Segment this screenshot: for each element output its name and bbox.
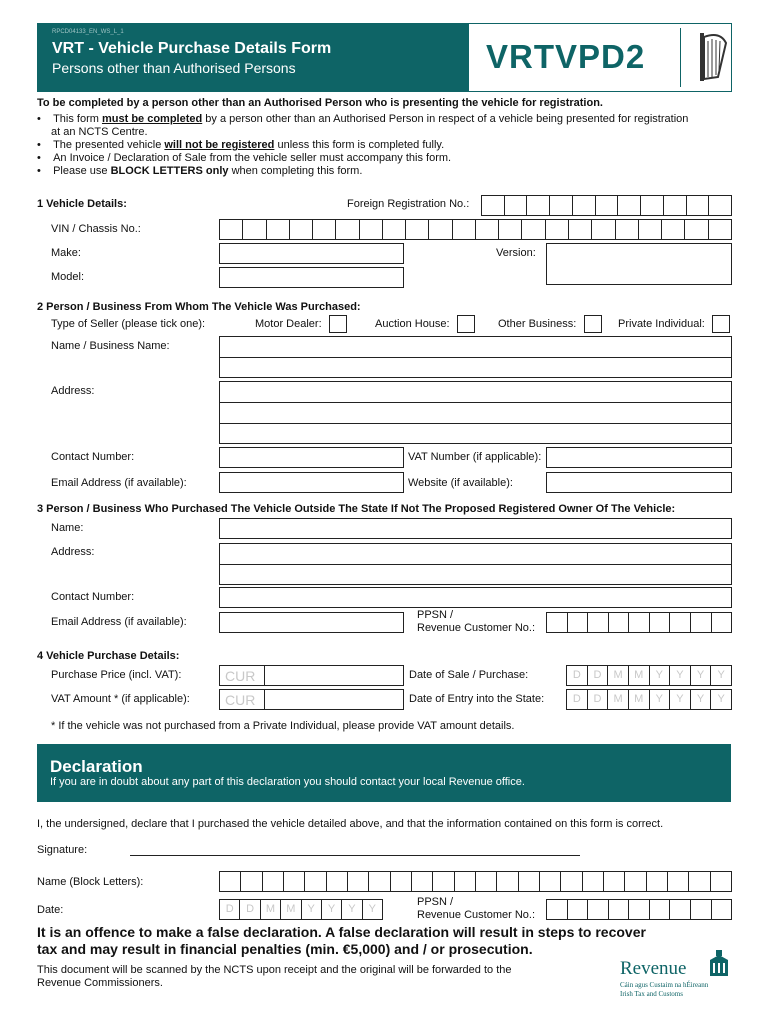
char-cell[interactable] (326, 872, 347, 891)
buyer-name-label: Name: (51, 522, 84, 534)
signature-line[interactable] (130, 855, 580, 856)
bullet-dot: • (37, 152, 54, 164)
date-sale-label: Date of Sale / Purchase: (409, 669, 529, 681)
char-cell[interactable] (711, 613, 732, 632)
char-cell[interactable] (615, 220, 638, 239)
char-cell[interactable] (667, 872, 688, 891)
b4-em: BLOCK LETTERS only (110, 165, 229, 177)
char-cell[interactable] (518, 872, 539, 891)
date-cell[interactable]: D (572, 693, 581, 705)
char-cell[interactable] (617, 196, 640, 215)
decl-ppsn-input[interactable] (546, 899, 732, 920)
char-cell[interactable] (498, 220, 521, 239)
decl-ppsn-label-2: Revenue Customer No.: (417, 909, 535, 921)
seller-address-input[interactable] (219, 381, 732, 444)
declaration-title: Declaration (50, 757, 143, 776)
seller-contact-label: Contact Number: (51, 451, 135, 463)
date-cell[interactable]: Y (690, 690, 711, 709)
char-cell[interactable] (663, 196, 686, 215)
char-cell[interactable] (603, 872, 624, 891)
form-code: RPCD04133_EN_WS_L_1 (52, 29, 124, 35)
make-label: Make: (51, 247, 81, 259)
other-business-label: Other Business: (498, 318, 577, 330)
char-cell[interactable] (684, 220, 707, 239)
char-cell[interactable] (452, 220, 475, 239)
date-cell[interactable]: M (260, 900, 280, 919)
date-cell[interactable]: M (607, 666, 628, 685)
char-cell[interactable] (304, 872, 325, 891)
vin-label: VIN / Chassis No.: (51, 223, 141, 235)
date-cell[interactable]: Y (710, 690, 731, 709)
date-entry-label: Date of Entry into the State: (409, 693, 545, 705)
bullet-2 (37, 139, 444, 152)
char-cell[interactable] (646, 872, 667, 891)
char-cell[interactable] (595, 196, 618, 215)
seller-email-input[interactable] (219, 472, 404, 493)
input-divider (219, 402, 732, 403)
name-block-label: Name (Block Letters): (37, 876, 144, 888)
char-cell[interactable] (368, 872, 389, 891)
char-cell[interactable] (390, 872, 411, 891)
intro-heading: To be completed by a person other than an Authorised Person who is presenting the vehicle for registration. (37, 97, 603, 109)
revenue-irish: Cáin agus Custaim na hÉireann (620, 981, 709, 989)
date-cell[interactable]: D (587, 690, 608, 709)
bullet-4 (37, 165, 362, 178)
b2-pre: The presented vehicle (53, 139, 165, 151)
decl-ppsn-label-1: PPSN / (417, 896, 454, 908)
date-cell[interactable]: M (607, 690, 628, 709)
auction-house-label: Auction House: (375, 318, 450, 330)
form-id: VRTVPD2 (486, 38, 646, 75)
auction-house-checkbox[interactable] (457, 315, 475, 333)
date-cell[interactable]: D (239, 900, 259, 919)
char-cell[interactable] (283, 872, 304, 891)
char-cell[interactable] (266, 220, 289, 239)
private-individual-checkbox[interactable] (712, 315, 730, 333)
char-cell[interactable] (638, 220, 661, 239)
buyer-ppsn-input[interactable] (546, 612, 732, 633)
form-subtitle: Persons other than Authorised Persons (52, 60, 296, 76)
char-cell[interactable] (587, 900, 608, 919)
char-cell[interactable] (428, 220, 451, 239)
warning-line-2: tax and may result in financial penalties (min. €5,000) and / or prosecution. (37, 941, 533, 957)
date-cell[interactable]: Y (301, 900, 321, 919)
date-cell[interactable]: Y (649, 690, 670, 709)
declaration-date-input[interactable] (219, 899, 383, 920)
buyer-address-label: Address: (51, 546, 95, 558)
bullet-1 (37, 113, 688, 126)
buyer-contact-input[interactable] (219, 587, 732, 608)
footer-line-1: This document will be scanned by the NCTS upon receipt and the original will be forwarded to the (37, 964, 512, 976)
vin-input[interactable] (219, 219, 732, 240)
char-cell[interactable] (690, 900, 711, 919)
char-cell[interactable] (335, 220, 358, 239)
buyer-ppsn-label-2: Revenue Customer No.: (417, 622, 535, 634)
revenue-brand: Revenue (620, 958, 687, 979)
b1-post: by a person other than an Authorised Person in respect of a vehicle being presented for registration (202, 113, 689, 125)
price-input[interactable] (219, 665, 404, 686)
date-cell[interactable]: Y (690, 666, 711, 685)
char-cell[interactable] (526, 196, 549, 215)
date-cell[interactable]: D (587, 666, 608, 685)
char-cell[interactable] (708, 220, 731, 239)
warning-line-1: It is an offence to make a false declaration. A false declaration will result in steps to recover (37, 924, 646, 940)
date-cell[interactable]: Y (669, 690, 690, 709)
date-sale-input[interactable] (566, 665, 732, 686)
buyer-name-input[interactable] (219, 518, 732, 539)
buyer-contact-label: Contact Number: (51, 591, 135, 603)
char-cell[interactable] (475, 220, 498, 239)
seller-name-label: Name / Business Name: (51, 340, 170, 352)
section-1-title: 1 Vehicle Details: (37, 198, 127, 210)
make-input[interactable] (219, 243, 404, 264)
char-cell[interactable] (220, 220, 242, 239)
bullet-1-line2: at an NCTS Centre. (51, 126, 148, 138)
char-cell[interactable] (475, 872, 496, 891)
seller-email-label: Email Address (if available): (51, 477, 187, 489)
b4-pre: Please use (53, 165, 111, 177)
seller-contact-input[interactable] (219, 447, 404, 468)
char-cell[interactable] (549, 196, 572, 215)
website-label: Website (if available): (408, 477, 513, 489)
date-label: Date: (37, 904, 64, 916)
char-cell[interactable] (545, 220, 568, 239)
char-cell[interactable] (567, 613, 588, 632)
char-cell[interactable] (405, 220, 428, 239)
char-cell[interactable] (432, 872, 453, 891)
date-entry-input[interactable] (566, 689, 732, 710)
foreign-reg-label: Foreign Registration No.: (347, 198, 470, 210)
char-cell[interactable] (608, 900, 629, 919)
date-cell[interactable]: M (280, 900, 300, 919)
char-cell[interactable] (649, 900, 670, 919)
date-cell[interactable]: Y (710, 666, 731, 685)
buyer-ppsn-label-1: PPSN / (417, 609, 454, 621)
char-cell[interactable] (708, 196, 731, 215)
char-cell[interactable] (359, 220, 382, 239)
foreign-reg-input[interactable] (481, 195, 732, 216)
form-title: VRT - Vehicle Purchase Details Form (52, 40, 332, 57)
char-cell[interactable] (567, 900, 588, 919)
char-cell[interactable] (669, 900, 690, 919)
harp-icon (694, 29, 730, 85)
model-label: Model: (51, 271, 85, 283)
char-cell[interactable] (628, 900, 649, 919)
char-cell[interactable] (710, 872, 731, 891)
b2-post: unless this form is completed fully. (274, 139, 445, 151)
bullet-3 (37, 152, 451, 165)
char-cell[interactable] (454, 872, 475, 891)
version-label: Version: (496, 247, 536, 259)
date-cell[interactable]: Y (669, 666, 690, 685)
char-cell[interactable] (482, 196, 504, 215)
bullet-dot: • (37, 113, 54, 125)
char-cell[interactable] (624, 872, 645, 891)
harp-divider (680, 28, 681, 87)
date-cell[interactable]: D (572, 669, 581, 681)
vat-number-input[interactable] (546, 447, 732, 468)
char-cell[interactable] (711, 900, 732, 919)
buyer-email-label: Email Address (if available): (51, 616, 187, 628)
char-cell[interactable] (640, 196, 663, 215)
model-input[interactable] (219, 267, 404, 288)
char-cell[interactable] (690, 613, 711, 632)
buyer-email-input[interactable] (219, 612, 404, 633)
date-cell[interactable]: M (628, 666, 649, 685)
char-cell[interactable] (608, 613, 629, 632)
char-cell[interactable] (560, 872, 581, 891)
date-cell[interactable]: Y (341, 900, 361, 919)
char-cell[interactable] (587, 613, 608, 632)
char-cell[interactable] (382, 220, 405, 239)
website-input[interactable] (546, 472, 732, 493)
char-cell[interactable] (568, 220, 591, 239)
revenue-logo (618, 950, 734, 1000)
char-cell[interactable] (688, 872, 709, 891)
revenue-english: Irish Tax and Customs (620, 990, 683, 998)
declaration-statement: I, the undersigned, declare that I purchased the vehicle detailed above, and that the information contained on this form is correct. (37, 818, 664, 830)
section-3-title: 3 Person / Business Who Purchased The Vehicle Outside The State If Not The Proposed Registered Owner Of The Vehicle: (37, 503, 676, 515)
currency-divider (264, 666, 265, 685)
char-cell[interactable] (504, 196, 527, 215)
signature-label: Signature: (37, 844, 88, 856)
b2-em: will not be registered (164, 139, 275, 151)
footer-line-2: Revenue Commissioners. (37, 977, 163, 989)
vat-note: * If the vehicle was not purchased from a Private Individual, please provide VAT amount details. (51, 720, 515, 732)
b3-text: An Invoice / Declaration of Sale from the vehicle seller must accompany this form. (53, 152, 452, 164)
date-cell[interactable]: Y (362, 900, 382, 919)
char-cell[interactable] (312, 220, 335, 239)
currency-divider (264, 690, 265, 709)
vat-amount-label: VAT Amount * (if applicable): (51, 693, 190, 705)
seller-address-label: Address: (51, 385, 95, 397)
date-cell[interactable]: Y (321, 900, 341, 919)
char-cell[interactable] (669, 613, 690, 632)
type-seller-label: Type of Seller (please tick one): (51, 318, 206, 330)
private-individual-label: Private Individual: (618, 318, 705, 330)
char-cell[interactable] (661, 220, 684, 239)
date-cell[interactable]: M (628, 690, 649, 709)
b1-pre: This form (53, 113, 102, 125)
currency-placeholder: CUR (225, 692, 256, 708)
char-cell[interactable] (628, 613, 649, 632)
char-cell[interactable] (262, 872, 283, 891)
input-divider (219, 423, 732, 424)
b4-post: when completing this form. (228, 165, 363, 177)
char-cell[interactable] (220, 872, 240, 891)
section-2-title: 2 Person / Business From Whom The Vehicle Was Purchased: (37, 301, 361, 313)
motor-dealer-checkbox[interactable] (329, 315, 347, 333)
currency-placeholder: CUR (225, 668, 256, 684)
declaration-subtitle: If you are in doubt about any part of this declaration you should contact your local Revenue office. (50, 776, 525, 788)
char-cell[interactable] (649, 613, 670, 632)
char-cell[interactable] (242, 220, 265, 239)
vat-amount-input[interactable] (219, 689, 404, 710)
price-label: Purchase Price (incl. VAT): (51, 669, 182, 681)
vat-number-label: VAT Number (if applicable): (408, 451, 542, 463)
building-icon (708, 950, 730, 978)
char-cell[interactable] (547, 613, 567, 632)
char-cell[interactable] (591, 220, 614, 239)
char-cell[interactable] (521, 220, 544, 239)
char-cell[interactable] (496, 872, 517, 891)
name-block-input[interactable] (219, 871, 732, 892)
motor-dealer-label: Motor Dealer: (255, 318, 322, 330)
date-cell[interactable]: D (225, 903, 234, 915)
char-cell[interactable] (582, 872, 603, 891)
char-cell[interactable] (686, 196, 709, 215)
date-cell[interactable]: Y (649, 666, 670, 685)
char-cell[interactable] (347, 872, 368, 891)
version-input[interactable] (546, 243, 732, 285)
input-divider (219, 564, 732, 565)
input-divider (219, 357, 732, 358)
char-cell[interactable] (289, 220, 312, 239)
char-cell[interactable] (572, 196, 595, 215)
char-cell[interactable] (411, 872, 432, 891)
other-business-checkbox[interactable] (584, 315, 602, 333)
bullet-dot: • (37, 139, 54, 151)
bullet-dot: • (37, 165, 54, 177)
char-cell[interactable] (547, 900, 567, 919)
char-cell[interactable] (539, 872, 560, 891)
char-cell[interactable] (240, 872, 261, 891)
b1-em: must be completed (101, 113, 203, 125)
section-4-title: 4 Vehicle Purchase Details: (37, 650, 180, 662)
